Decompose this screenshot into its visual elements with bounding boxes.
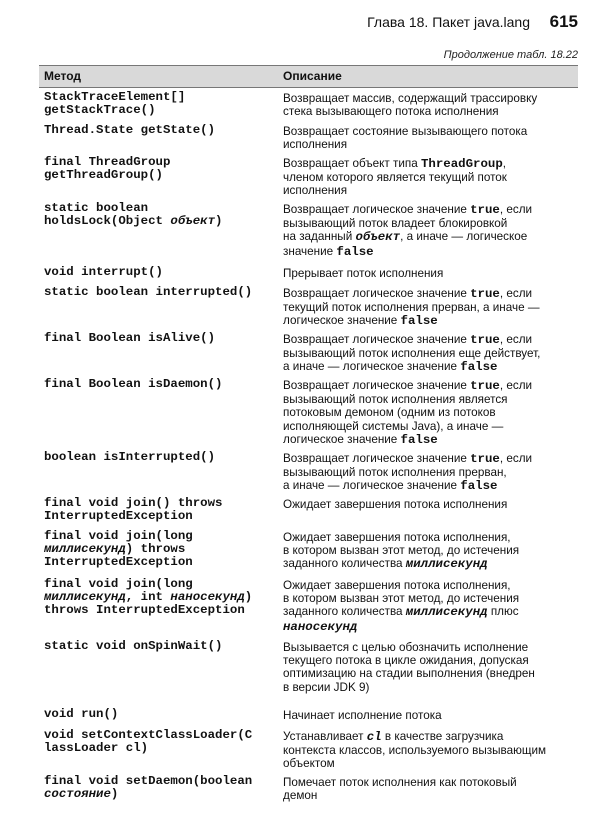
text-run: Ожидает завершения потока исполнения <box>283 498 508 511</box>
emphasis-run: false <box>400 432 438 447</box>
emphasis-run: наносекунд <box>170 590 245 605</box>
running-head <box>0 12 600 36</box>
text-run: Ожидает завершения потока исполнения, в котором вызван этот метод, до истечения заданного количества <box>283 531 520 571</box>
emphasis-run: ThreadGroup <box>420 157 503 171</box>
method-signature <box>44 378 279 391</box>
text-run: плюс <box>490 605 519 619</box>
text-run: Ожидает завершения потока исполнения, в котором вызван этот метод, до истечения заданного количества <box>283 579 520 619</box>
text-run: Возвращает логическое значение <box>283 452 471 465</box>
emphasis-run: состояние <box>44 787 111 802</box>
method-description <box>283 452 577 494</box>
method-description <box>283 267 577 280</box>
method-description <box>283 157 577 198</box>
text-run: , int <box>125 590 171 605</box>
method-description <box>283 709 577 722</box>
table-continuation-label: Продолжение табл. 18.22 <box>443 49 578 61</box>
method-description <box>283 641 577 694</box>
emphasis-run: false <box>336 244 374 259</box>
method-description <box>283 203 577 259</box>
column-header-description: Описание <box>283 69 342 83</box>
text-run: , если вызывающий поток исполнения прерван, а иначе — логическое значение <box>283 452 533 493</box>
emphasis-run: cl <box>366 730 382 744</box>
text-run: static boolean interrupted() <box>44 285 253 299</box>
text-run: ) throws InterruptedException <box>44 542 193 570</box>
emphasis-run: true <box>470 203 500 217</box>
text-run: final Boolean isDaemon() <box>44 377 223 391</box>
method-description <box>283 730 577 771</box>
text-run: ) <box>110 787 119 802</box>
method-signature <box>44 332 279 345</box>
text-run: Возвращает логическое значение <box>283 333 471 346</box>
text-run: Помечает поток исполнения как потоковый демон <box>283 776 517 803</box>
text-run: final void join(long <box>44 529 193 543</box>
text-run: StackTraceElement[] getStackTrace() <box>44 90 186 118</box>
method-description <box>283 333 577 375</box>
text-run: Устанавливает <box>283 730 367 743</box>
emphasis-run: миллисекунд <box>44 590 126 605</box>
page-number: 615 <box>549 12 578 31</box>
text-run: Возвращает объект типа <box>283 157 421 170</box>
text-run: Возвращает логическое значение <box>283 203 471 216</box>
emphasis-run: true <box>470 379 500 393</box>
text-run: Возвращает логическое значение <box>283 379 471 392</box>
text-run: final Boolean isAlive() <box>44 331 216 345</box>
text-run: boolean isInterrupted() <box>44 450 216 464</box>
emphasis-run: true <box>470 333 500 347</box>
text-run: Вызывается с целью обозначить исполнение текущего потока в цикле ожидания, допуская оптимизацию на стадии выполнения (внедрен в версии JDK 9) <box>283 641 535 694</box>
text-run: final ThreadGroup getThreadGroup() <box>44 155 171 183</box>
text-run: void setContextClassLoader(C lassLoader cl) <box>44 728 253 756</box>
method-description <box>283 579 577 634</box>
text-run: , если вызывающий поток владеет блокировкой на заданный <box>283 203 533 244</box>
text-run: void interrupt() <box>44 265 163 279</box>
text-run: , если вызывающий поток исполнения является потоковым демоном (одним из потоков исполняющей системы Java), а иначе — логическое значение <box>283 379 533 446</box>
text-run: , а иначе — логическое значение <box>283 230 528 258</box>
emphasis-run: объект <box>170 214 216 229</box>
text-run: static void onSpinWait() <box>44 639 223 653</box>
method-description <box>283 92 577 118</box>
method-signature <box>44 530 279 570</box>
text-run: ) <box>215 214 223 229</box>
running-title: Глава 18. Пакет java.lang <box>367 14 530 30</box>
emphasis-run: миллисекунд <box>405 605 488 620</box>
method-signature <box>44 286 279 299</box>
emphasis-run: true <box>470 287 500 301</box>
text-run: Прерывает поток исполнения <box>283 267 444 280</box>
method-signature <box>44 124 279 137</box>
text-run: , если текущий поток исполнения прерван, а иначе — логическое значение <box>283 287 540 328</box>
text-run: в качестве загрузчика контекста классов, используемого вызывающим объектом <box>283 730 547 771</box>
text-run: final void setDaemon(boolean <box>44 774 253 788</box>
method-description <box>283 498 577 511</box>
method-description <box>283 776 577 802</box>
table-header <box>39 65 578 88</box>
text-run: static boolean holdsLock(Object <box>44 201 163 229</box>
method-description <box>283 531 577 572</box>
text-run: , членом которого является текущий поток исполнения <box>283 157 507 198</box>
text-run: Возвращает состояние вызывающего потока исполнения <box>283 125 528 152</box>
method-signature <box>44 202 279 228</box>
emphasis-run: false <box>460 360 498 375</box>
method-signature <box>44 497 279 523</box>
emphasis-run: false <box>400 314 438 329</box>
emphasis-run: false <box>460 479 498 494</box>
method-description <box>283 287 577 329</box>
method-signature <box>44 640 279 653</box>
text-run: final void join() throws InterruptedException <box>44 496 223 524</box>
method-description <box>283 125 577 151</box>
emphasis-run: наносекунд <box>283 619 358 634</box>
emphasis-run: объект <box>355 230 401 245</box>
emphasis-run: миллисекунд <box>44 542 126 557</box>
method-signature <box>44 266 279 279</box>
text-run: Возвращает логическое значение <box>283 287 471 300</box>
text-run: Возвращает массив, содержащий трассировку стека вызывающего потока исполнения <box>283 92 538 119</box>
text-run: Thread.State getState() <box>44 123 216 137</box>
method-signature <box>44 729 279 755</box>
method-signature <box>44 578 279 618</box>
text-run: Начинает исполнение потока <box>283 709 442 722</box>
text-run: , если вызывающий поток исполнения еще действует, а иначе — логическое значение <box>283 333 541 374</box>
text-run: void run() <box>44 707 119 721</box>
text-run: final void join(long <box>44 577 193 591</box>
emphasis-run: true <box>470 452 500 466</box>
column-header-method: Метод <box>44 69 82 83</box>
method-signature <box>44 708 279 721</box>
emphasis-run: миллисекунд <box>405 557 488 572</box>
method-signature <box>44 775 279 801</box>
methods-table <box>39 65 578 820</box>
method-signature <box>44 156 279 182</box>
table-body <box>39 88 578 820</box>
text-run: ) throws InterruptedException <box>44 590 253 618</box>
method-description <box>283 379 577 447</box>
method-signature <box>44 451 279 464</box>
method-signature <box>44 91 279 117</box>
